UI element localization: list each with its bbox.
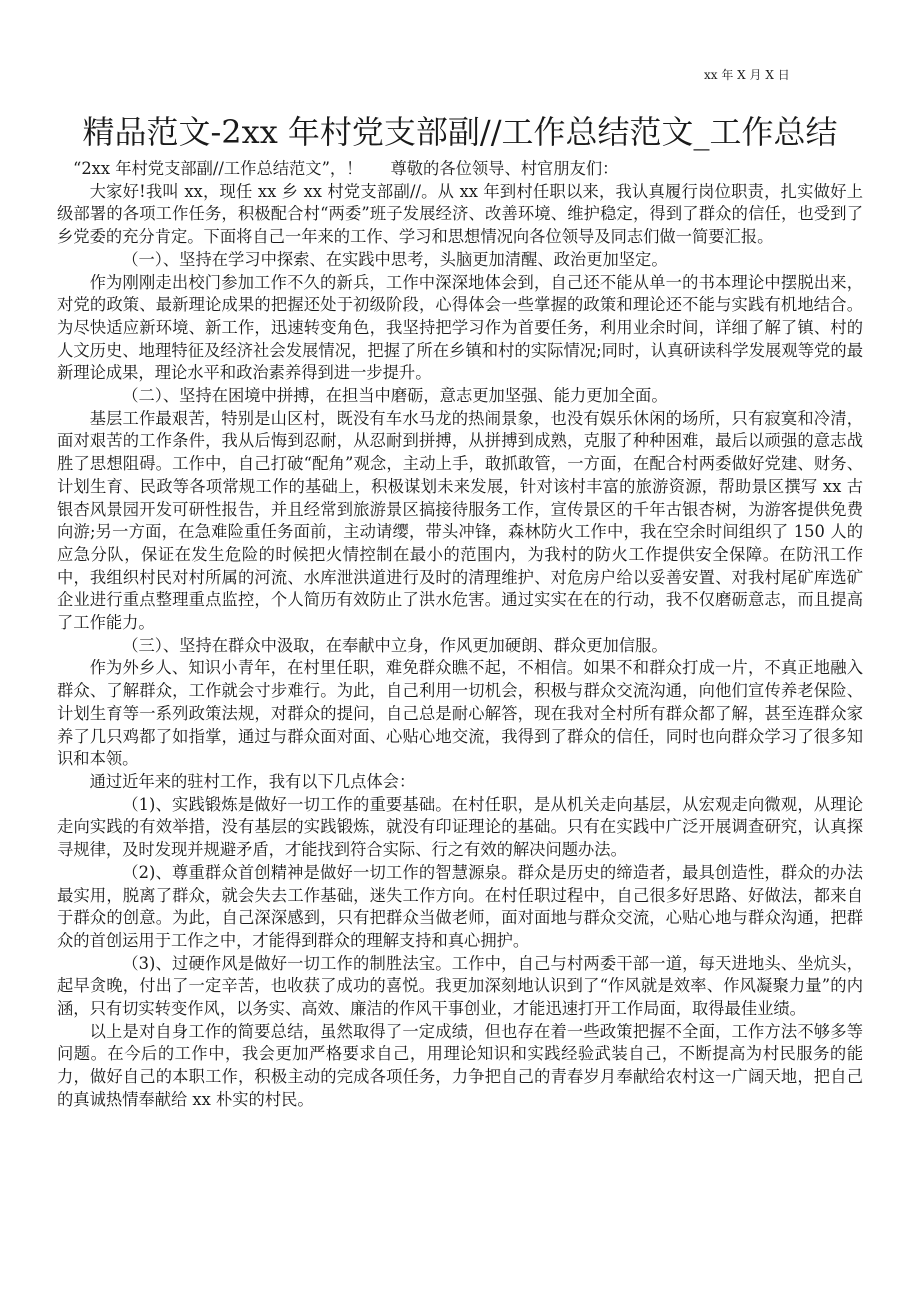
document-date: xx 年 X 月 X 日 — [704, 68, 790, 82]
document-title: 精品范文-2xx 年村党支部副//工作总结范文_工作总结 — [82, 113, 838, 152]
paragraph-learning: 作为刚刚走出校门参加工作不久的新兵，工作中深深地体会到，自己还不能从单一的书本理论中摆脱出来，对党的政策、最新理论成果的把握还处于初级阶段，心得体会一些掌握的政策和理论还不能与实践有机地结合。为尽快适应新环境、新工作，迅速转变角色，我坚持把学习作为首要任务，利用业余时间，详细了解了镇、村的人文历史、地理特征及经济社会发展情况，把握了所在乡镇和村的实际情况;同时，认真研读科学发展观等党的最新理论成果，理论水平和政治素养得到进一步提升。 — [57, 272, 863, 383]
experience-point-2: （2)、尊重群众首创精神是做好一切工作的智慧源泉。群众是历史的缔造者，最具创造性，群众的办法最实用，脱离了群众，就会失去工作基础，迷失工作方向。在村任职过程中，自己很多好思路、好做法，都来自于群众的创意。为此，自己深深感到，只有把群众当做老师，面对面地与群众交流，心贴心地与群众沟通，把群众的首创运用于工作之中，才能得到群众的理解支持和真心拥护。 — [57, 862, 863, 950]
paragraph-self-introduction: 大家好!我叫 xx，现任 xx 乡 xx 村党支部副//。从 xx 年到村任职以来，我认真履行岗位职责，扎实做好上级部署的各项工作任务，积极配合村“两委”班子发展经济、改善环境、维护稳定，得到了群众的信任，也受到了乡党委的充分肯定。下面将自己一年来的工作、学习和思想情况向各位领导及同志们做一简要汇报。 — [57, 181, 863, 247]
paragraph-masses: 作为外乡人、知识小青年，在村里任职，难免群众瞧不起，不相信。如果不和群众打成一片，不真正地融入群众、了解群众，工作就会寸步难行。为此，自己利用一切机会，积极与群众交流沟通，向他们宣传养老保险、计划生育等一系列政策法规，对群众的提问，自己总是耐心解答，现在我对全村所有群众都了解，甚至连群众家养了几只鸡都了如指掌，通过与群众面对面、心贴心地交流，我得到了群众的信任，同时也向群众学习了很多知识和本领。 — [57, 658, 863, 769]
paragraph-conclusion: 以上是对自身工作的简要总结，虽然取得了一定成绩，但也存在着一些政策把握不全面，工作方法不够多等问题。在今后的工作中，我会更加严格要求自己，用理论知识和实践经验武装自己，不断提高为村民服务的能力，做好自己的本职工作，积极主动的完成各项任务，力争把自己的青春岁月奉献给农村这一广阔天地，把自己的真诚热情奉献给 xx 朴实的村民。 — [57, 1021, 863, 1109]
salutation-line — [57, 158, 863, 181]
paragraph-experience-intro: 通过近年来的驻村工作，我有以下几点体会： — [89, 771, 416, 791]
section-heading-1: （一）、坚持在学习中探索、在实践中思考，头脑更加清醒、政治更加坚定。 — [122, 249, 668, 269]
article-quote: “2xx 年村党支部副//工作总结范文”，！ — [73, 159, 363, 178]
experience-point-3: （3)、过硬作风是做好一切工作的制胜法宝。工作中，自己与村两委干部一道，每天进地头、坐炕头，起早贪晚，付出了一定辛苦，也收获了成功的喜悦。我更加深刻地认识到了“作风就是效率、作风凝聚力量”的内涵，只有切实转变作风，以务实、高效、廉洁的作风干事创业，才能迅速打开工作局面，取得最佳业绩。 — [57, 953, 863, 1019]
section-heading-3: （三）、坚持在群众中汲取，在奉献中立身，作风更加硬朗、群众更加信服。 — [122, 635, 668, 655]
experience-point-1: （1)、实践锻炼是做好一切工作的重要基础。在村任职，是从机关走向基层，从宏观走向微观，从理论走向实践的有效举措，没有基层的实践锻炼，就没有印证理论的基础。只有在实践中广泛开展调查研究，认真探寻规律，及时发现并规避矛盾，才能找到符合实际、行之有效的解决问题办法。 — [57, 794, 863, 860]
document-body — [57, 158, 863, 1112]
section-heading-2: （二）、坚持在困境中拼搏，在担当中磨砺，意志更加坚强、能力更加全面。 — [122, 386, 668, 406]
paragraph-hardship: 基层工作最艰苦，特别是山区村，既没有车水马龙的热闹景象，也没有娱乐休闲的场所，只有寂寞和冷清，面对艰苦的工作条件，我从后悔到忍耐，从忍耐到拼搏，从拼搏到成熟，克服了种种困难，最后以顽强的意志战胜了思想阻碍。工作中，自己打破“配角”观念，主动上手，敢抓敢管，一方面，在配合村两委做好党建、财务、计划生育、民政等各项常规工作的基础上，积极谋划未来发展，针对该村丰富的旅游资源，帮助景区撰写 xx 古银杏风景园开发可研性报告，并且经常到旅游景区搞接待服务工作，宣传景区的千年古银杏树，为游客提供免费向游;另一方面，在急难险重任务面前，主动请缨，带头冲锋，森林防火工作中，我在空余时间组织了 150 人的应急分队，保证在发生危险的时候把火情控制在最小的范围内，为我村的防火工作提供安全保障。在防汛工作中，我组织村民对村所属的河流、水库泄洪道进行及时的清理维护、对危房户给以妥善安置、对我村尾矿库选矿企业进行重点整理重点监控，个人简历有效防止了洪水危害。通过实实在在的行动，我不仅磨砺意志，而且提高了工作能力。 — [57, 408, 863, 633]
greeting: 尊敬的各位领导、村官朋友们： — [390, 159, 619, 178]
